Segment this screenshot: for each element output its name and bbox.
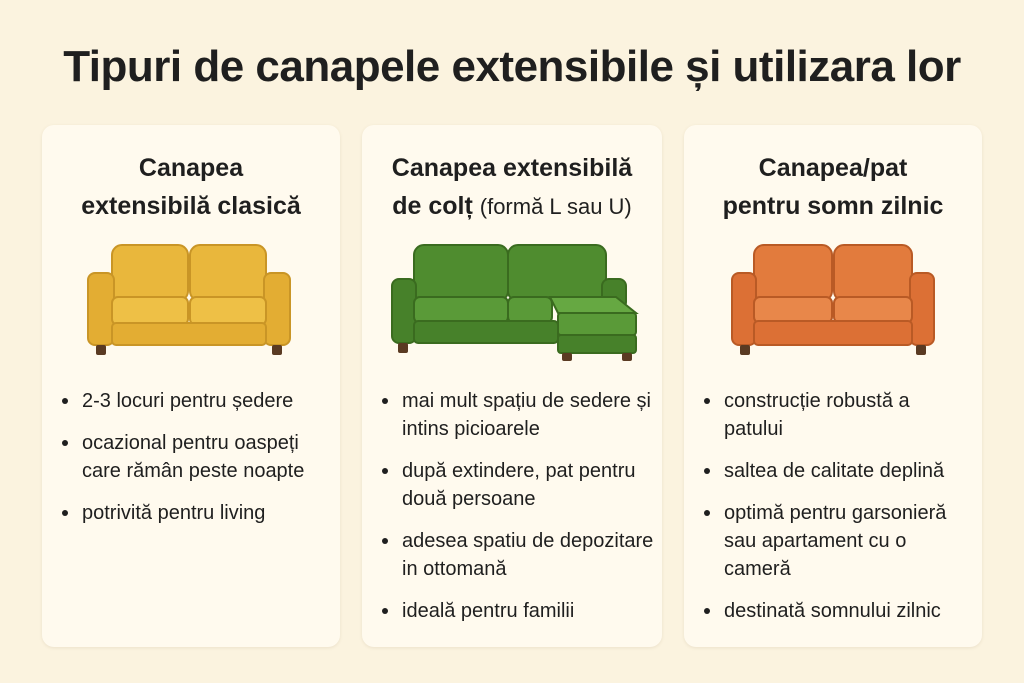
orange-sofa-icon	[684, 243, 982, 363]
page-title: Tipuri de canapele extensibile și utilizara lor	[63, 42, 961, 91]
green-corner-sofa-icon	[362, 243, 662, 363]
list-item: ideală pentru familii	[382, 597, 654, 625]
feature-list	[382, 387, 654, 639]
card-title	[42, 149, 340, 225]
card-title-line2: extensibilă clasică	[81, 192, 301, 220]
card-daily-sleep-sofa	[684, 125, 982, 647]
list-item: adesea spatiu de depozitare in ottomană	[382, 527, 654, 583]
card-title	[362, 149, 662, 226]
list-item: 2-3 locuri pentru ședere	[62, 387, 332, 415]
list-item: după extindere, pat pentru două persoane	[382, 457, 654, 513]
card-title-line1: Canapea extensibilă	[391, 154, 633, 182]
card-title-line1: Canapea	[138, 154, 244, 182]
card-title-line2: de colț	[392, 192, 473, 220]
list-item: optimă pentru garsonieră sau apartament cu o cameră	[704, 499, 974, 583]
list-item: saltea de calitate deplină	[704, 457, 974, 485]
card-title-suffix: (formă L sau U)	[479, 194, 632, 219]
list-item: mai mult spațiu de sedere și intins picioarele	[382, 387, 654, 443]
list-item: potrivită pentru living	[62, 499, 332, 527]
card-classic-sofa	[42, 125, 340, 647]
card-corner-sofa	[362, 125, 662, 647]
yellow-sofa-icon	[42, 243, 340, 363]
list-item: destinată somnului zilnic	[704, 597, 974, 625]
feature-list	[62, 387, 332, 541]
list-item: construcție robustă a patului	[704, 387, 974, 443]
card-title	[684, 149, 982, 225]
list-item: ocazional pentru oaspeți care rămân peste noapte	[62, 429, 332, 485]
card-title-line2: pentru somn zilnic	[722, 192, 944, 220]
feature-list	[704, 387, 974, 639]
card-title-line1: Canapea/pat	[758, 154, 908, 182]
